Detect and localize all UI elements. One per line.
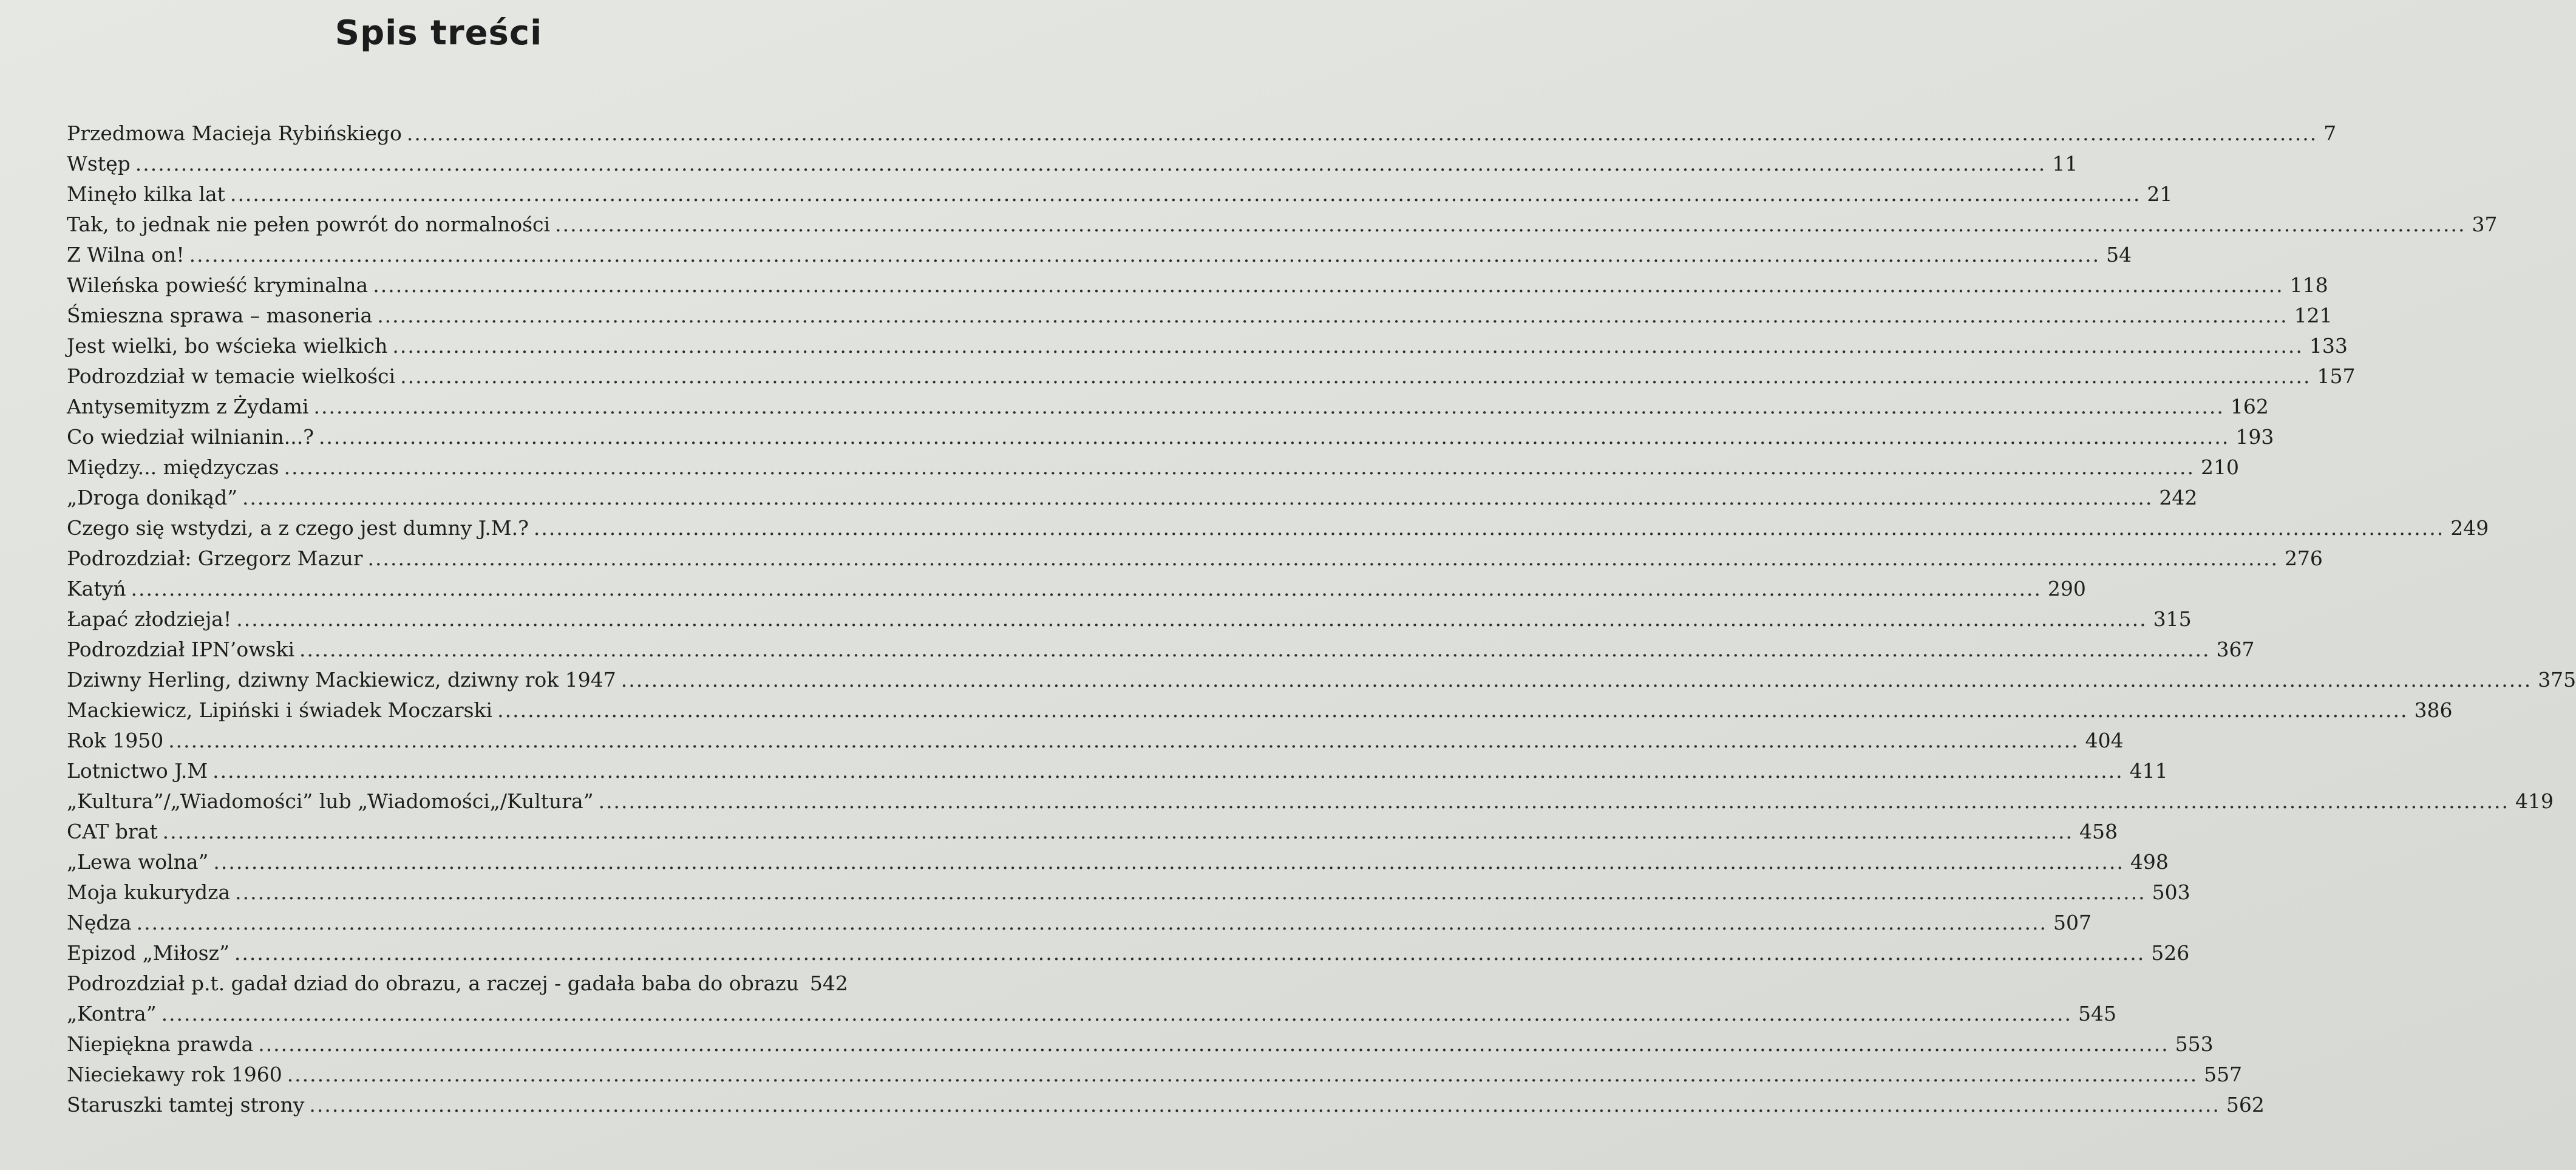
toc-entry [67,304,2333,334]
dot-leader [258,1032,2169,1056]
dot-leader [189,243,2100,267]
dot-leader [131,577,2042,600]
dot-leader [313,395,2224,418]
toc-entry-title: Staruszki tamtej strony [67,1093,305,1117]
table-of-contents [67,121,2576,1123]
toc-entry-page-number: 404 [2085,729,2124,752]
toc-entry-page-number: 375 [2538,668,2576,692]
toc-entry [67,516,2489,546]
toc-entry-page-number: 242 [2159,486,2198,509]
toc-entry-page-number: 276 [2284,546,2323,570]
toc-entry [67,1063,2243,1093]
toc-entry-page-number: 249 [2450,516,2489,540]
toc-entry-title: Moja kukurydza [67,880,231,904]
toc-entry [67,638,2255,668]
toc-entry [67,243,2132,273]
dot-leader [407,121,2317,145]
dot-leader [368,546,2279,570]
toc-entry [67,820,2118,850]
toc-entry-page-number: 545 [2078,1002,2116,1025]
toc-entry [67,729,2124,759]
toc-entry-page-number: 121 [2294,304,2333,327]
toc-entry-title: Antysemityzm z Żydami [67,395,309,418]
toc-entry-page-number: 157 [2317,364,2356,388]
dot-leader [599,789,2509,813]
dot-leader [287,1063,2198,1086]
toc-entry-page-number: 507 [2053,911,2092,934]
dot-leader [400,364,2311,388]
toc-entry-title: Czego się wstydzi, a z czego jest dumny J.M.? [67,516,529,540]
toc-entry-page-number: 162 [2230,395,2269,418]
toc-entry [67,213,2498,243]
toc-entry-page-number: 133 [2309,334,2348,358]
dot-leader [497,698,2408,722]
toc-entry [67,334,2348,364]
toc-entry [67,1093,2265,1123]
dot-leader [555,213,2466,236]
toc-entry-page-number: 419 [2515,789,2554,813]
toc-entry-page-number: 7 [2323,121,2337,145]
dot-leader [135,152,2046,175]
toc-entry-page-number: 386 [2414,698,2453,722]
toc-entry-page-number: 37 [2472,213,2498,236]
toc-entry-title: Łapać złodzieja! [67,607,232,631]
toc-entry [67,941,2190,971]
toc-entry-title: „Lewa wolna” [67,850,209,874]
toc-entry-title: Podrozdział: Grzegorz Mazur [67,546,363,570]
toc-entry-page-number: 11 [2052,152,2078,175]
dot-leader [319,425,2229,449]
toc-entry-title: Śmieszna sprawa – masoneria [67,304,373,327]
toc-entry-page-number: 21 [2147,182,2173,206]
dot-leader [236,607,2147,631]
dot-leader [284,455,2195,479]
toc-entry-page-number: 54 [2106,243,2132,267]
toc-entry [67,971,848,1002]
toc-entry [67,425,2274,455]
toc-entry-title: Rok 1950 [67,729,164,752]
toc-entry [67,577,2086,607]
toc-entry [67,698,2453,729]
dot-leader [299,638,2210,661]
dot-leader [309,1093,2220,1117]
toc-entry [67,273,2328,304]
toc-entry [67,607,2192,638]
toc-entry-title: Wstęp [67,152,131,175]
toc-entry [67,455,2240,486]
dot-leader [373,273,2283,297]
toc-entry-page-number: 458 [2079,820,2118,843]
toc-entry [67,1032,2214,1063]
toc-entry-title: Tak, to jednak nie pełen powrót do normalności [67,213,551,236]
toc-entry-title: Podrozdział w temacie wielkości [67,364,396,388]
toc-entry-title: Minęło kilka lat [67,182,225,206]
dot-leader [213,850,2124,874]
toc-entry-page-number: 498 [2130,850,2169,874]
toc-entry-page-number: 118 [2289,273,2328,297]
toc-entry-title: Przedmowa Macieja Rybińskiego [67,121,402,145]
toc-entry-title: Nędza [67,911,132,934]
toc-entry-title: Co wiedział wilnianin...? [67,425,314,449]
toc-entry-title: Jest wielki, bo wścieka wielkich [67,334,388,358]
toc-entry [67,668,2576,698]
toc-entry [67,880,2190,911]
page-title: Spis treści [335,13,543,53]
toc-entry-title: Podrozdział IPN’owski [67,638,295,661]
toc-entry-title: Wileńska powieść kryminalna [67,273,369,297]
toc-entry-title: „Droga donikąd” [67,486,237,509]
toc-entry-title: Podrozdział p.t. gadał dziad do obrazu, a raczej - gadała baba do obrazu [67,971,799,995]
toc-entry-title: Lotnictwo J.M [67,759,208,783]
toc-entry-title: „Kontra” [67,1002,157,1025]
dot-leader [392,334,2303,358]
toc-entry-title: Nieciekawy rok 1960 [67,1063,282,1086]
toc-entry-page-number: 562 [2226,1093,2265,1117]
toc-entry-page-number: 557 [2204,1063,2243,1086]
toc-entry [67,911,2092,941]
toc-entry-title: Niepiękna prawda [67,1032,254,1056]
dot-leader [235,880,2146,904]
dot-leader [161,1002,2072,1025]
toc-entry [67,789,2554,820]
toc-entry [67,152,2078,182]
toc-entry-title: Epizod „Miłosz” [67,941,229,965]
toc-entry [67,121,2337,152]
toc-entry [67,1002,2116,1032]
toc-entry-page-number: 526 [2151,941,2190,965]
toc-entry-page-number: 210 [2201,455,2240,479]
toc-entry-page-number: 553 [2175,1032,2214,1056]
toc-entry-page-number: 411 [2129,759,2168,783]
toc-entry [67,364,2356,395]
dot-leader [534,516,2444,540]
toc-entry-page-number: 542 [809,971,848,995]
dot-leader [163,820,2073,843]
dot-leader [230,182,2141,206]
dot-leader [242,486,2153,509]
toc-entry-title: CAT brat [67,820,158,843]
toc-entry [67,759,2168,789]
dot-leader [137,911,2047,934]
toc-entry [67,850,2169,880]
toc-entry-title: Dziwny Herling, dziwny Mackiewicz, dziwny rok 1947 [67,668,616,692]
dot-leader [168,729,2079,752]
toc-entry-page-number: 503 [2152,880,2190,904]
toc-entry [67,486,2198,516]
toc-entry-title: Między... międzyczas [67,455,279,479]
toc-entry-page-number: 367 [2216,638,2255,661]
toc-entry [67,395,2269,425]
toc-entry [67,546,2323,577]
toc-entry-page-number: 315 [2153,607,2192,631]
toc-entry-title: Z Wilna on! [67,243,185,267]
dot-leader [234,941,2145,965]
toc-entry-title: „Kultura”/„Wiadomości” lub „Wiadomości„/Kultura” [67,789,594,813]
toc-entry-page-number: 193 [2235,425,2274,449]
toc-entry-page-number: 290 [2047,577,2086,600]
dot-leader [621,668,2532,692]
dot-leader [212,759,2123,783]
dot-leader [377,304,2288,327]
toc-entry-title: Mackiewicz, Lipiński i świadek Moczarski [67,698,493,722]
toc-entry [67,182,2173,213]
toc-entry-title: Katyń [67,577,126,600]
